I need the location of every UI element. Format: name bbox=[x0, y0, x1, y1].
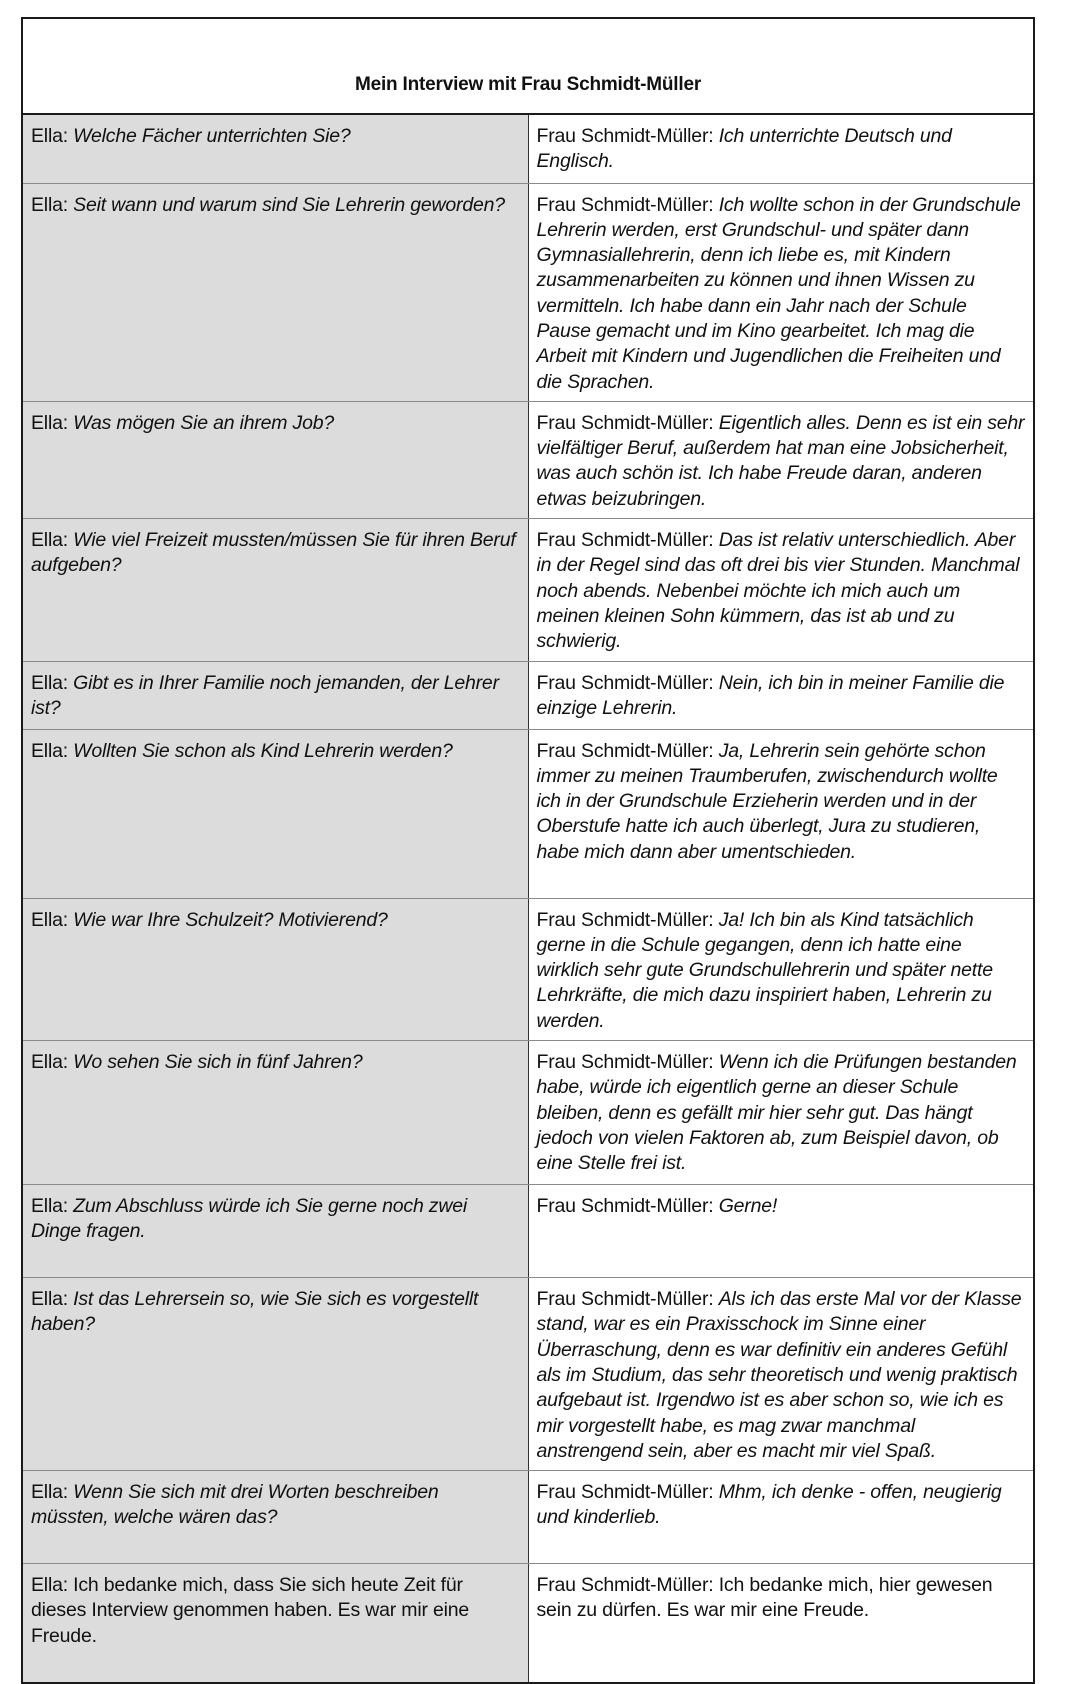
answer-cell bbox=[528, 183, 1034, 401]
interviewer-label: Ella: bbox=[31, 1481, 68, 1504]
interviewer-label: Ella: bbox=[31, 1288, 68, 1311]
interviewer-label: Ella: bbox=[31, 1574, 68, 1597]
respondent-label: Frau Schmidt-Müller: bbox=[536, 908, 714, 931]
answer-cell bbox=[528, 1564, 1034, 1683]
question-cell bbox=[22, 183, 528, 401]
question-text: Ist das Lehrersein so, wie Sie sich es vorgestellt haben? bbox=[31, 1288, 479, 1336]
question-text: Welche Fächer unterrichten Sie? bbox=[73, 125, 351, 147]
question-cell bbox=[22, 898, 528, 1040]
interviewer-label: Ella: bbox=[31, 193, 68, 216]
answer-cell bbox=[528, 898, 1034, 1040]
interviewer-label: Ella: bbox=[31, 1051, 68, 1074]
answer-text: Gerne! bbox=[718, 1195, 778, 1218]
interviewer-label: Ella: bbox=[31, 671, 68, 694]
answer-cell bbox=[528, 729, 1034, 898]
interview-row bbox=[22, 1564, 1034, 1683]
interview-row bbox=[22, 519, 1034, 661]
answer-text: Nein, ich bin in meiner Familie die einzige Lehrerin. bbox=[536, 671, 1005, 719]
question-text: Wenn Sie sich mit drei Worten beschreiben müssten, welche wären das? bbox=[31, 1481, 439, 1529]
question-cell bbox=[22, 401, 528, 518]
respondent-label: Frau Schmidt-Müller: bbox=[536, 739, 714, 762]
interview-row bbox=[22, 898, 1034, 1040]
interviewer-label: Ella: bbox=[31, 1195, 68, 1218]
respondent-label: Frau Schmidt-Müller: bbox=[536, 1574, 714, 1597]
question-text: Ich bedanke mich, dass Sie sich heute Zeit für dieses Interview genommen haben. Es war mir eine Freude. bbox=[31, 1574, 470, 1647]
interview-row bbox=[22, 1041, 1034, 1185]
respondent-label: Frau Schmidt-Müller: bbox=[536, 411, 714, 434]
interviewer-label: Ella: bbox=[31, 411, 68, 434]
question-text: Gibt es in Ihrer Familie noch jemanden, der Lehrer ist? bbox=[31, 671, 499, 719]
answer-text: Mhm, ich denke - offen, neugierig und kinderlieb. bbox=[536, 1481, 1002, 1529]
answer-cell bbox=[528, 1471, 1034, 1564]
answer-text: Das ist relativ unterschiedlich. Aber in der Regel sind das oft drei bis vier Stunden. Manchmal noch abends. Nebenbei möchte ich mich auch um meinen kleinen Sohn kümmern, das ist ab und zu schwierig. bbox=[536, 529, 1020, 653]
answer-cell bbox=[528, 114, 1034, 183]
respondent-label: Frau Schmidt-Müller: bbox=[536, 1051, 714, 1074]
answer-text: Ich wollte schon in der Grundschule Lehrerin werden, erst Grundschul- und später dann Gymnasiallehrerin, denn ich liebe es, mit Kindern zusammenarbeiten zu können und ihnen Wissen zu vermitteln. Ich habe dann ein Jahr nach der Schule Pause gemacht und im Kino gearbeitet. Ich mag die Arbeit mit Kindern und Jugendlichen die Freiheiten und die Sprachen. bbox=[536, 193, 1021, 393]
answer-text: Als ich das erste Mal vor der Klasse stand, war es ein Praxisschock im Sinne einer Überraschung, denn es war definitiv ein anderes Gefühl als im Studium, das sehr theoretisch und wenig praktisch aufgebaut ist. Irgendwo ist es aber schon so, wie ich es mir vorgestellt habe, es mag zwar manchmal anstrengend sein, aber es macht mir viel Spaß. bbox=[536, 1288, 1022, 1462]
question-cell bbox=[22, 1564, 528, 1683]
answer-cell bbox=[528, 1041, 1034, 1185]
respondent-label: Frau Schmidt-Müller: bbox=[536, 125, 714, 147]
answer-cell bbox=[528, 401, 1034, 518]
answer-cell bbox=[528, 519, 1034, 661]
respondent-label: Frau Schmidt-Müller: bbox=[536, 193, 714, 216]
answer-text: Ja! Ich bin als Kind tatsächlich gerne in die Schule gegangen, denn ich hatte eine wirklich sehr gute Grundschullehrerin und später nette Lehrkräfte, die mich dazu inspiriert haben, Lehrerin zu werden. bbox=[536, 908, 993, 1032]
interviewer-label: Ella: bbox=[31, 739, 68, 762]
interview-row bbox=[22, 1278, 1034, 1471]
answer-text: Eigentlich alles. Denn es ist ein sehr vielfältiger Beruf, außerdem hat man eine Jobsicherheit, was auch schön ist. Ich habe Freude daran, anderen etwas beizubringen. bbox=[536, 411, 1025, 510]
interview-table bbox=[21, 17, 1035, 1684]
question-text: Was mögen Sie an ihrem Job? bbox=[73, 411, 335, 434]
question-cell bbox=[22, 1185, 528, 1278]
respondent-label: Frau Schmidt-Müller: bbox=[536, 1481, 714, 1504]
answer-text: Ich unterrichte Deutsch und Englisch. bbox=[536, 125, 952, 173]
respondent-label: Frau Schmidt-Müller: bbox=[536, 1288, 714, 1311]
interview-row bbox=[22, 401, 1034, 518]
question-cell bbox=[22, 729, 528, 898]
question-cell bbox=[22, 1471, 528, 1564]
answer-cell bbox=[528, 661, 1034, 729]
title-row bbox=[22, 18, 1034, 114]
interviewer-label: Ella: bbox=[31, 908, 68, 931]
interviewer-label: Ella: bbox=[31, 529, 68, 552]
respondent-label: Frau Schmidt-Müller: bbox=[536, 671, 714, 694]
question-text: Wo sehen Sie sich in fünf Jahren? bbox=[73, 1051, 363, 1074]
question-text: Zum Abschluss würde ich Sie gerne noch zwei Dinge fragen. bbox=[31, 1195, 468, 1243]
interview-row bbox=[22, 1185, 1034, 1278]
question-cell bbox=[22, 661, 528, 729]
interview-row bbox=[22, 114, 1034, 183]
answer-text: Ich bedanke mich, hier gewesen sein zu dürfen. Es war mir eine Freude. bbox=[536, 1574, 993, 1622]
question-cell bbox=[22, 114, 528, 183]
question-cell bbox=[22, 519, 528, 661]
document-title: Mein Interview mit Frau Schmidt-Müller bbox=[22, 18, 1034, 114]
question-text: Wie war Ihre Schulzeit? Motivierend? bbox=[73, 908, 388, 931]
answer-text: Wenn ich die Prüfungen bestanden habe, würde ich eigentlich gerne an dieser Schule bleiben, denn es gefällt mir hier sehr gut. Das hängt jedoch von vielen Faktoren ab, zum Beispiel davon, ob eine Stelle frei ist. bbox=[536, 1051, 1017, 1175]
interviewer-label: Ella: bbox=[31, 125, 68, 147]
question-text: Wollten Sie schon als Kind Lehrerin werden? bbox=[73, 739, 453, 762]
interview-row bbox=[22, 1471, 1034, 1564]
question-cell bbox=[22, 1041, 528, 1185]
question-text: Seit wann und warum sind Sie Lehrerin geworden? bbox=[73, 193, 505, 216]
answer-text: Ja, Lehrerin sein gehörte schon immer zu meinen Traumberufen, zwischendurch wollte ich in der Grundschule Erzieherin werden und in der Oberstufe hatte ich auch überlegt, Jura zu studieren, habe mich dann aber umentschieden. bbox=[536, 739, 998, 863]
interview-row bbox=[22, 661, 1034, 729]
question-text: Wie viel Freizeit mussten/müssen Sie für ihren Beruf aufgeben? bbox=[31, 529, 516, 577]
interview-row bbox=[22, 729, 1034, 898]
respondent-label: Frau Schmidt-Müller: bbox=[536, 1195, 714, 1218]
question-cell bbox=[22, 1278, 528, 1471]
interview-row bbox=[22, 183, 1034, 401]
answer-cell bbox=[528, 1278, 1034, 1471]
respondent-label: Frau Schmidt-Müller: bbox=[536, 529, 714, 552]
answer-cell bbox=[528, 1185, 1034, 1278]
